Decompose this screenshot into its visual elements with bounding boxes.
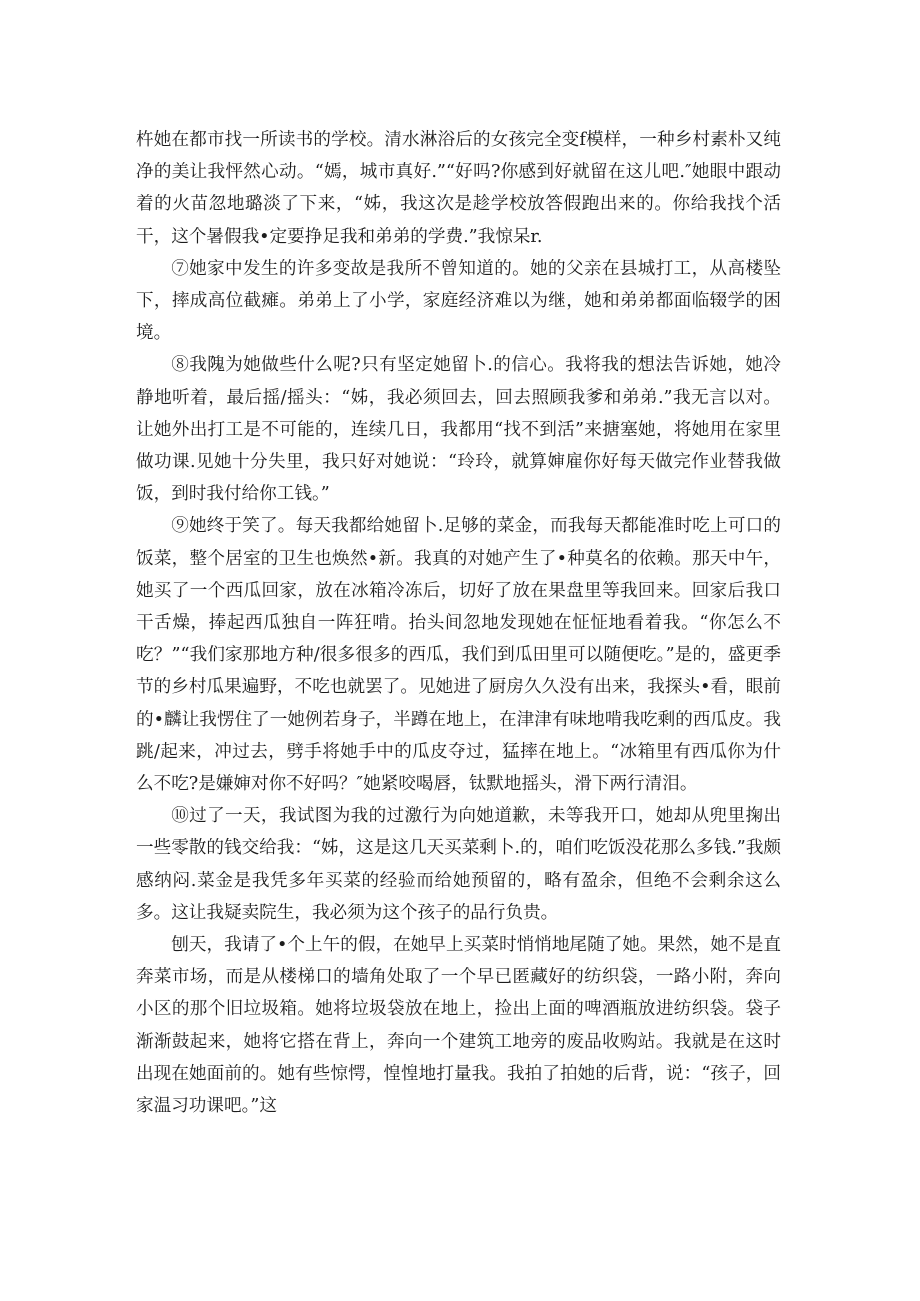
paragraph-9: ⑨她终于笑了。每天我都给她留卜.足够的菜金，而我每天都能准时吃上可口的饭菜，整个居室的卫生也焕然•新。我真的对她产生了•种莫名的依赖。那天中午，她买了一个西瓜回家，放在冰箱冷冻后，切好了放在果盘里等我回来。回家后我口干舌燥，捧起西瓜独自一阵狂啃。抬头间忽地发现她在怔怔地看着我。“你怎么不吃？”“我们家那地方种/很多很多的西瓜，我们到瓜田里可以随便吃。”是的，盛更季节的乡村瓜果遍野，不吃也就罢了。见她进了厨房久久没有出来，我探头•看，眼前的•麟让我愣住了一她例若身子，半蹲在地上，在津津有味地啃我吃剩的西瓜皮。我跳/起来，冲过去，劈手将她手中的瓜皮夺过，猛摔在地上。“冰箱里有西瓜你为什么不吃?是嫌婶对你不好吗？″她紧咬喝唇，钛默地摇头，滑下两行清泪。 (136, 516, 781, 795)
paragraph-7: ⑦她家中发生的许多变故是我所不曾知道的。她的父亲在县城打工，从高楼坠下，摔成高位截瘫。弟弟上了小学，家庭经济难以为继，她和弟弟都面临辍学的困境。 (136, 258, 781, 344)
paragraph-8: ⑧我隗为她做些什么呢?只有坚定她留卜.的信心。我将我的想法告诉她，她冷静地听着，最后摇/摇头：“姊，我必须回去，回去照顾我爹和弟弟.”我无言以对。让她外出打工是不可能的，连续几日，我都用“找不到活”来搪塞她，将她用在家里做功课.见她十分失里，我只好对她说：“玲玲，就算婶雇你好每天做完作业替我做饭，到时我付给你工钱。” (136, 355, 781, 505)
document-body (136, 124, 781, 1122)
paragraph-11: 刨天，我请了•个上午的假，在她早上买菜时悄悄地尾随了她。果然，她不是直奔菜市场，而是从楼梯口的墙角处取了一个早已匿藏好的纺织袋，一路小附，奔向小区的那个旧垃圾箱。她将垃圾袋放在地上，捡出上面的啤酒瓶放进纺织袋。袋子渐渐鼓起来，她将它搭在背上，奔向一个建筑工地旁的废品收购站。我就是在这时出现在她面前的。她有些惊愕，惶惶地打量我。我拍了拍她的后背，说：“孩子，回家温习功课吧。”这 (136, 935, 781, 1117)
paragraph-10: ⑩过了一天，我试图为我的过激行为向她道歉，未等我开口，她却从兜里掬出一些零散的钱交给我：“姊，这是这几天买菜剩卜.的，咱们吃饭没花那么多钱.”我颇感纳闷.菜金是我凭多年买菜的经验而给她预留的，略有盈余，但绝不会剩余这么多。这让我疑卖院生，我必须为这个孩子的品行负贵。 (136, 806, 781, 923)
paragraph-continuation: 杵她在都市找一所读书的学校。清水淋浴后的女孩完全变f模样，一种乡村素朴又纯净的美让我怦然心动。“嫣，城市真好.”“好吗?你感到好就留在这儿吧.″她眼中跟动着的火苗忽地璐淡了下来，“姊，我这次是趁学校放答假跑出来的。你给我找个活干，这个暑假我•定要挣足我和弟弟的学费.”我惊呆r. (136, 130, 781, 247)
